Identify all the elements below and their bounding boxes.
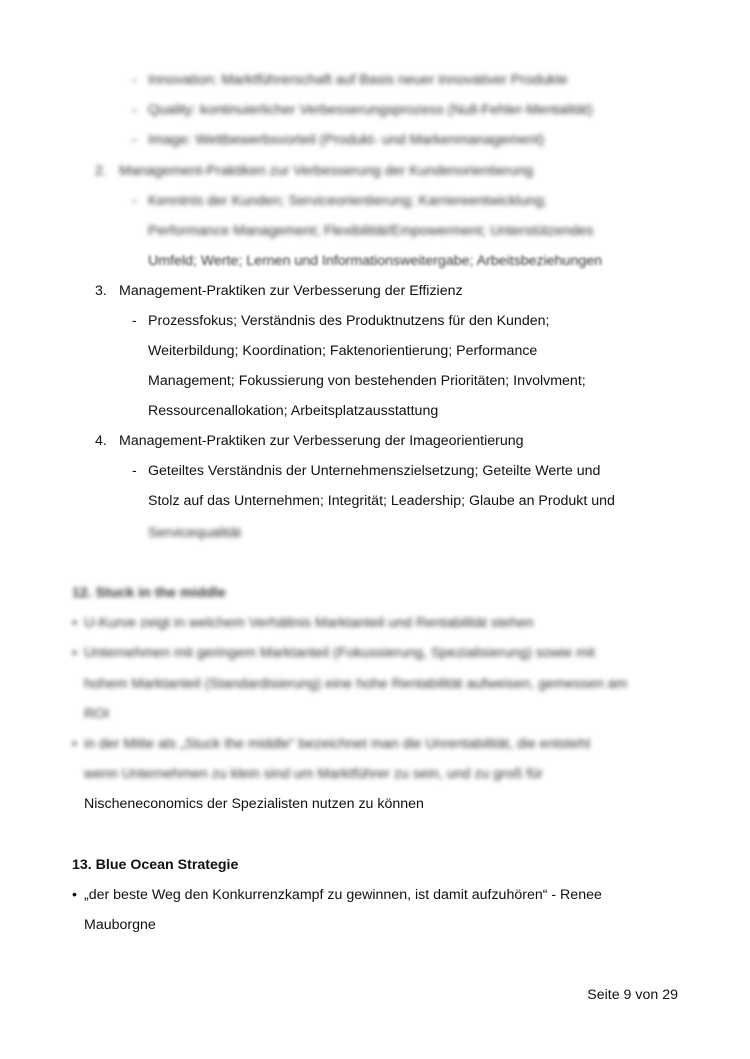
dash-marker: - xyxy=(132,102,137,118)
bullet-marker: • xyxy=(72,887,77,903)
item-2-sub-line: Performance Management; Flexibilität/Empowerment; Unterstützendes xyxy=(148,223,594,239)
item-3-sub-line: Weiterbildung; Koordination; Faktenorientierung; Performance xyxy=(148,343,538,359)
sub-bullet-innovation: Innovation: Marktführerschaft auf Basis neuer innovativer Produkte xyxy=(148,72,568,88)
section-12-bullet-line: Unternehmen mit geringem Marktanteil (Fokussierung, Spezialisierung) sowie mit xyxy=(84,645,595,661)
section-12-bullet: U-Kurve zeigt in welchem Verhältnis Marktanteil und Rentabilität stehen xyxy=(84,615,534,631)
bullet-marker: • xyxy=(72,736,77,752)
section-12-heading: 12. Stuck in the middle xyxy=(72,585,226,601)
item-3-sub-line: Ressourcenallokation; Arbeitsplatzausstattung xyxy=(148,403,439,419)
sub-bullet-image: Image: Wettbewerbsvorteil (Produkt- und Markenmanagement) xyxy=(148,132,545,148)
item-4-text: Management-Praktiken zur Verbesserung der Imageorientierung xyxy=(119,433,524,449)
item-3-sub-line: Management; Fokussierung von bestehenden Prioritäten; Involvment; xyxy=(148,373,586,389)
dash-marker: - xyxy=(132,132,137,148)
dash-marker: - xyxy=(132,463,137,479)
item-4-sub-line: Geteiltes Verständnis der Unternehmenszielsetzung; Geteilte Werte und xyxy=(148,463,601,479)
section-13-bullet-line: Mauborgne xyxy=(84,917,156,933)
page-number: Seite 9 von 29 xyxy=(587,987,678,1003)
item-3-text: Management-Praktiken zur Verbesserung der Effizienz xyxy=(119,283,463,299)
item-3-number: 3. xyxy=(95,283,107,299)
sub-bullet-quality: Quality: kontinuierlicher Verbesserungsprozess (Null-Fehler-Mentalität) xyxy=(148,102,593,118)
item-4-sub-line: Stolz auf das Unternehmen; Integrität; Leadership; Glaube an Produkt und xyxy=(148,493,615,509)
section-13-bullet-line: „der beste Weg den Konkurrenzkampf zu gewinnen, ist damit aufzuhören“ - Renee xyxy=(84,887,602,903)
section-12-bullet-line: hohem Marktanteil (Standardisierung) eine hohe Rentabilität aufweisen, gemessen am xyxy=(84,676,628,692)
dash-marker: - xyxy=(132,313,137,329)
bullet-marker: • xyxy=(72,645,77,661)
item-4-number: 4. xyxy=(95,433,107,449)
section-12-bullet-line: ROI xyxy=(84,706,110,722)
item-2-sub-line: Umfeld; Werte; Lernen und Informationsweitergabe; Arbeitsbeziehungen xyxy=(148,253,603,269)
section-13-heading: 13. Blue Ocean Strategie xyxy=(72,857,239,873)
item-3-sub-line: Prozessfokus; Verständnis des Produktnutzens für den Kunden; xyxy=(148,313,550,329)
dash-marker: - xyxy=(132,72,137,88)
bullet-marker: • xyxy=(72,615,77,631)
item-4-sub-line: Servicequalität xyxy=(148,525,242,541)
item-2-sub-line: Kenntnis der Kunden; Serviceorientierung; Karriereentwicklung; xyxy=(148,193,548,209)
dash-marker: - xyxy=(132,193,137,209)
item-2-text: Management-Praktiken zur Verbesserung der Kundenorientierung xyxy=(119,163,534,179)
item-2-number: 2. xyxy=(95,163,107,179)
section-12-bullet-line: wenn Unternehmen zu klein sind um Marktführer zu sein, und zu groß für xyxy=(84,766,543,782)
section-12-bullet-line: Nischeneconomics der Spezialisten nutzen zu können xyxy=(84,796,424,812)
section-12-bullet-line: in der Mitte als „Stuck the middle“ bezeichnet man die Unrentabilität, die entsteht xyxy=(84,736,591,752)
